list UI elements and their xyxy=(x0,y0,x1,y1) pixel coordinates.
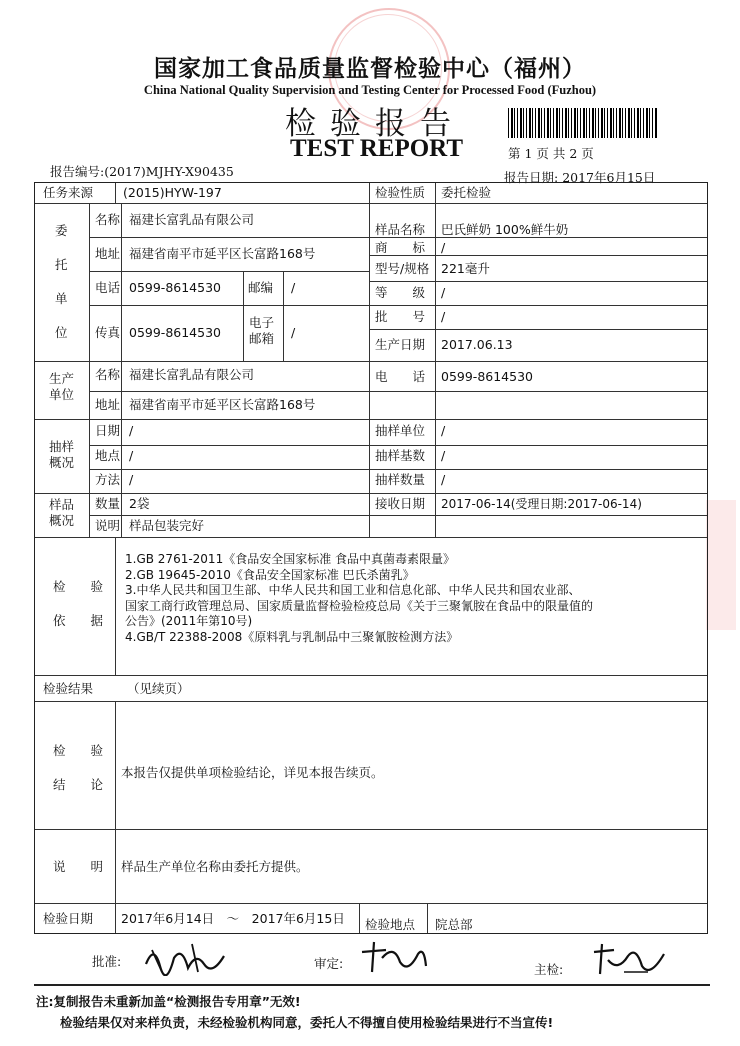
client-name-label: 名称 xyxy=(95,212,121,227)
producer-phone-label: 电 话 xyxy=(375,369,426,384)
email-label-line2: 邮箱 xyxy=(249,331,275,346)
client-address-value: 福建省南平市延平区长富路168号 xyxy=(129,246,316,261)
test-place-value: 院总部 xyxy=(435,917,473,932)
test-place-label: 检验地点 xyxy=(365,917,416,932)
sampling-qty-value: / xyxy=(441,472,446,487)
basis-line: 国家工商行政管理总局、国家质量监督检验检疫总局《关于三聚氰胺在食品中的限量值的 xyxy=(125,598,594,613)
center-name-cn: 国家加工食品质量监督检验中心（福州） xyxy=(154,56,586,82)
sample-group-label-2: 概况 xyxy=(49,513,75,528)
producer-group-label-2: 单位 xyxy=(49,387,75,402)
result-value: （见续页） xyxy=(127,681,190,696)
client-name-value: 福建长富乳品有限公司 xyxy=(129,212,255,227)
sample-name-label: 样品名称 xyxy=(375,222,426,237)
task-source-value: (2015)HYW-197 xyxy=(123,185,222,200)
client-group-label-3: 单 xyxy=(55,291,68,306)
inspection-nature-value: 委托检验 xyxy=(441,185,492,200)
review-label: 审定: xyxy=(314,956,344,971)
test-date-value: 2017年6月14日 ～ 2017年6月15日 xyxy=(121,911,345,926)
sampling-qty-label: 抽样数量 xyxy=(375,472,426,487)
producer-name-value: 福建长富乳品有限公司 xyxy=(129,367,255,382)
basis-line: 公告》(2011年第10号) xyxy=(125,614,253,628)
client-phone-value: 0599-8614530 xyxy=(129,280,221,295)
sample-group-label-1: 样品 xyxy=(49,497,75,512)
conclusion-label-line2: 结 论 xyxy=(53,777,104,792)
footer-divider xyxy=(34,984,710,986)
sampling-method-label: 方法 xyxy=(95,472,121,487)
received-value: 2017-06-14(受理日期:2017-06-14) xyxy=(441,497,642,511)
batch-value: / xyxy=(441,309,446,324)
postcode-label: 邮编 xyxy=(248,280,274,295)
email-label-line1: 电子 xyxy=(249,315,275,330)
conclusion-value: 本报告仅提供单项检验结论，详见本报告续页。 xyxy=(121,765,384,780)
model-value: 221毫升 xyxy=(441,261,490,276)
sampling-place-label: 地点 xyxy=(95,448,121,463)
sampling-unit-value: / xyxy=(441,423,446,438)
client-group-label-1: 委 xyxy=(55,223,68,238)
prod-date-value: 2017.06.13 xyxy=(441,337,513,352)
footer-note-1: 注:复制报告未重新加盖“检测报告专用章”无效! xyxy=(36,994,301,1009)
postcode-value: / xyxy=(291,280,296,295)
report-title-cn: 检验报告 xyxy=(285,106,465,142)
basis-line: 3.中华人民共和国卫生部、中华人民共和国工业和信息化部、中华人民共和国农业部、 xyxy=(125,583,581,597)
basis-line: 1.GB 2761-2011《食品安全国家标准 食品中真菌毒素限量》 xyxy=(125,552,456,566)
client-group-label-2: 托 xyxy=(55,257,68,272)
conclusion-label-line1: 检 验 xyxy=(53,743,104,758)
page-info: 第 1 页 共 2 页 xyxy=(508,146,594,161)
received-label: 接收日期 xyxy=(375,496,426,511)
client-address-label: 地址 xyxy=(95,246,121,261)
sampling-date-value: / xyxy=(129,423,134,438)
note-value: 样品包装完好 xyxy=(129,518,205,533)
sample-name-value: 巴氏鲜奶 100%鲜牛奶 xyxy=(441,222,569,237)
basis-label-line2: 依 据 xyxy=(53,613,104,628)
sampling-group-label-1: 抽样 xyxy=(49,439,75,454)
sampling-base-value: / xyxy=(441,448,446,463)
sampling-date-label: 日期 xyxy=(95,423,121,438)
result-label: 检验结果 xyxy=(43,681,94,696)
barcode xyxy=(508,108,658,138)
sampling-method-value: / xyxy=(129,472,134,487)
sampling-unit-label: 抽样单位 xyxy=(375,423,426,438)
grade-value: / xyxy=(441,285,446,300)
basis-line: 4.GB/T 22388-2008《原料乳与乳制品中三聚氰胺检测方法》 xyxy=(125,629,459,644)
task-source-label: 任务来源 xyxy=(43,185,94,200)
note-label: 说明 xyxy=(95,518,121,533)
remark-label: 说 明 xyxy=(53,859,104,874)
chief-label: 主检: xyxy=(534,962,564,977)
qty-label: 数量 xyxy=(95,496,121,511)
qty-value: 2袋 xyxy=(129,496,150,511)
client-group-label-4: 位 xyxy=(55,325,68,340)
basis-list xyxy=(125,552,593,645)
trademark-label: 商 标 xyxy=(375,240,426,255)
producer-address-value: 福建省南平市延平区长富路168号 xyxy=(129,397,316,412)
producer-group-label-1: 生产 xyxy=(49,371,75,386)
report-title-en: TEST REPORT xyxy=(290,135,464,162)
approve-signature xyxy=(142,938,228,976)
client-phone-label: 电话 xyxy=(95,280,121,295)
basis-line: 2.GB 19645-2010《食品安全国家标准 巴氏杀菌乳》 xyxy=(125,567,415,582)
footer-note-2: 检验结果仅对来样负责，未经检验机构同意，委托人不得擅自使用检验结果进行不当宣传! xyxy=(60,1015,554,1030)
approve-label: 批准: xyxy=(92,954,122,969)
producer-phone-value: 0599-8614530 xyxy=(441,369,533,384)
remark-value: 样品生产单位名称由委托方提供。 xyxy=(121,859,309,874)
client-fax-value: 0599-8614530 xyxy=(129,325,221,340)
sampling-group-label-2: 概况 xyxy=(49,455,75,470)
inspection-nature-label: 检验性质 xyxy=(375,185,426,200)
trademark-value: / xyxy=(441,240,446,255)
center-name-en: China National Quality Supervision and Testing Center for Processed Food (Fuzhou) xyxy=(143,83,597,97)
grade-label: 等 级 xyxy=(375,285,426,300)
sampling-place-value: / xyxy=(129,448,134,463)
review-signature xyxy=(356,938,430,978)
chief-signature xyxy=(588,942,668,982)
producer-address-label: 地址 xyxy=(95,397,121,412)
basis-label-line1: 检 验 xyxy=(53,579,104,594)
batch-label: 批 号 xyxy=(375,309,426,324)
model-label: 型号/规格 xyxy=(375,261,430,276)
producer-name-label: 名称 xyxy=(95,367,121,382)
report-date: 报告日期: 2017年6月15日 xyxy=(504,170,656,185)
sampling-base-label: 抽样基数 xyxy=(375,448,426,463)
seam-stamp-watermark xyxy=(706,500,736,630)
report-number: 报告编号:(2017)MJHY-X90435 xyxy=(50,164,234,179)
test-date-label: 检验日期 xyxy=(43,911,94,926)
client-fax-label: 传真 xyxy=(95,325,121,340)
email-value: / xyxy=(291,325,296,340)
prod-date-label: 生产日期 xyxy=(375,337,426,352)
